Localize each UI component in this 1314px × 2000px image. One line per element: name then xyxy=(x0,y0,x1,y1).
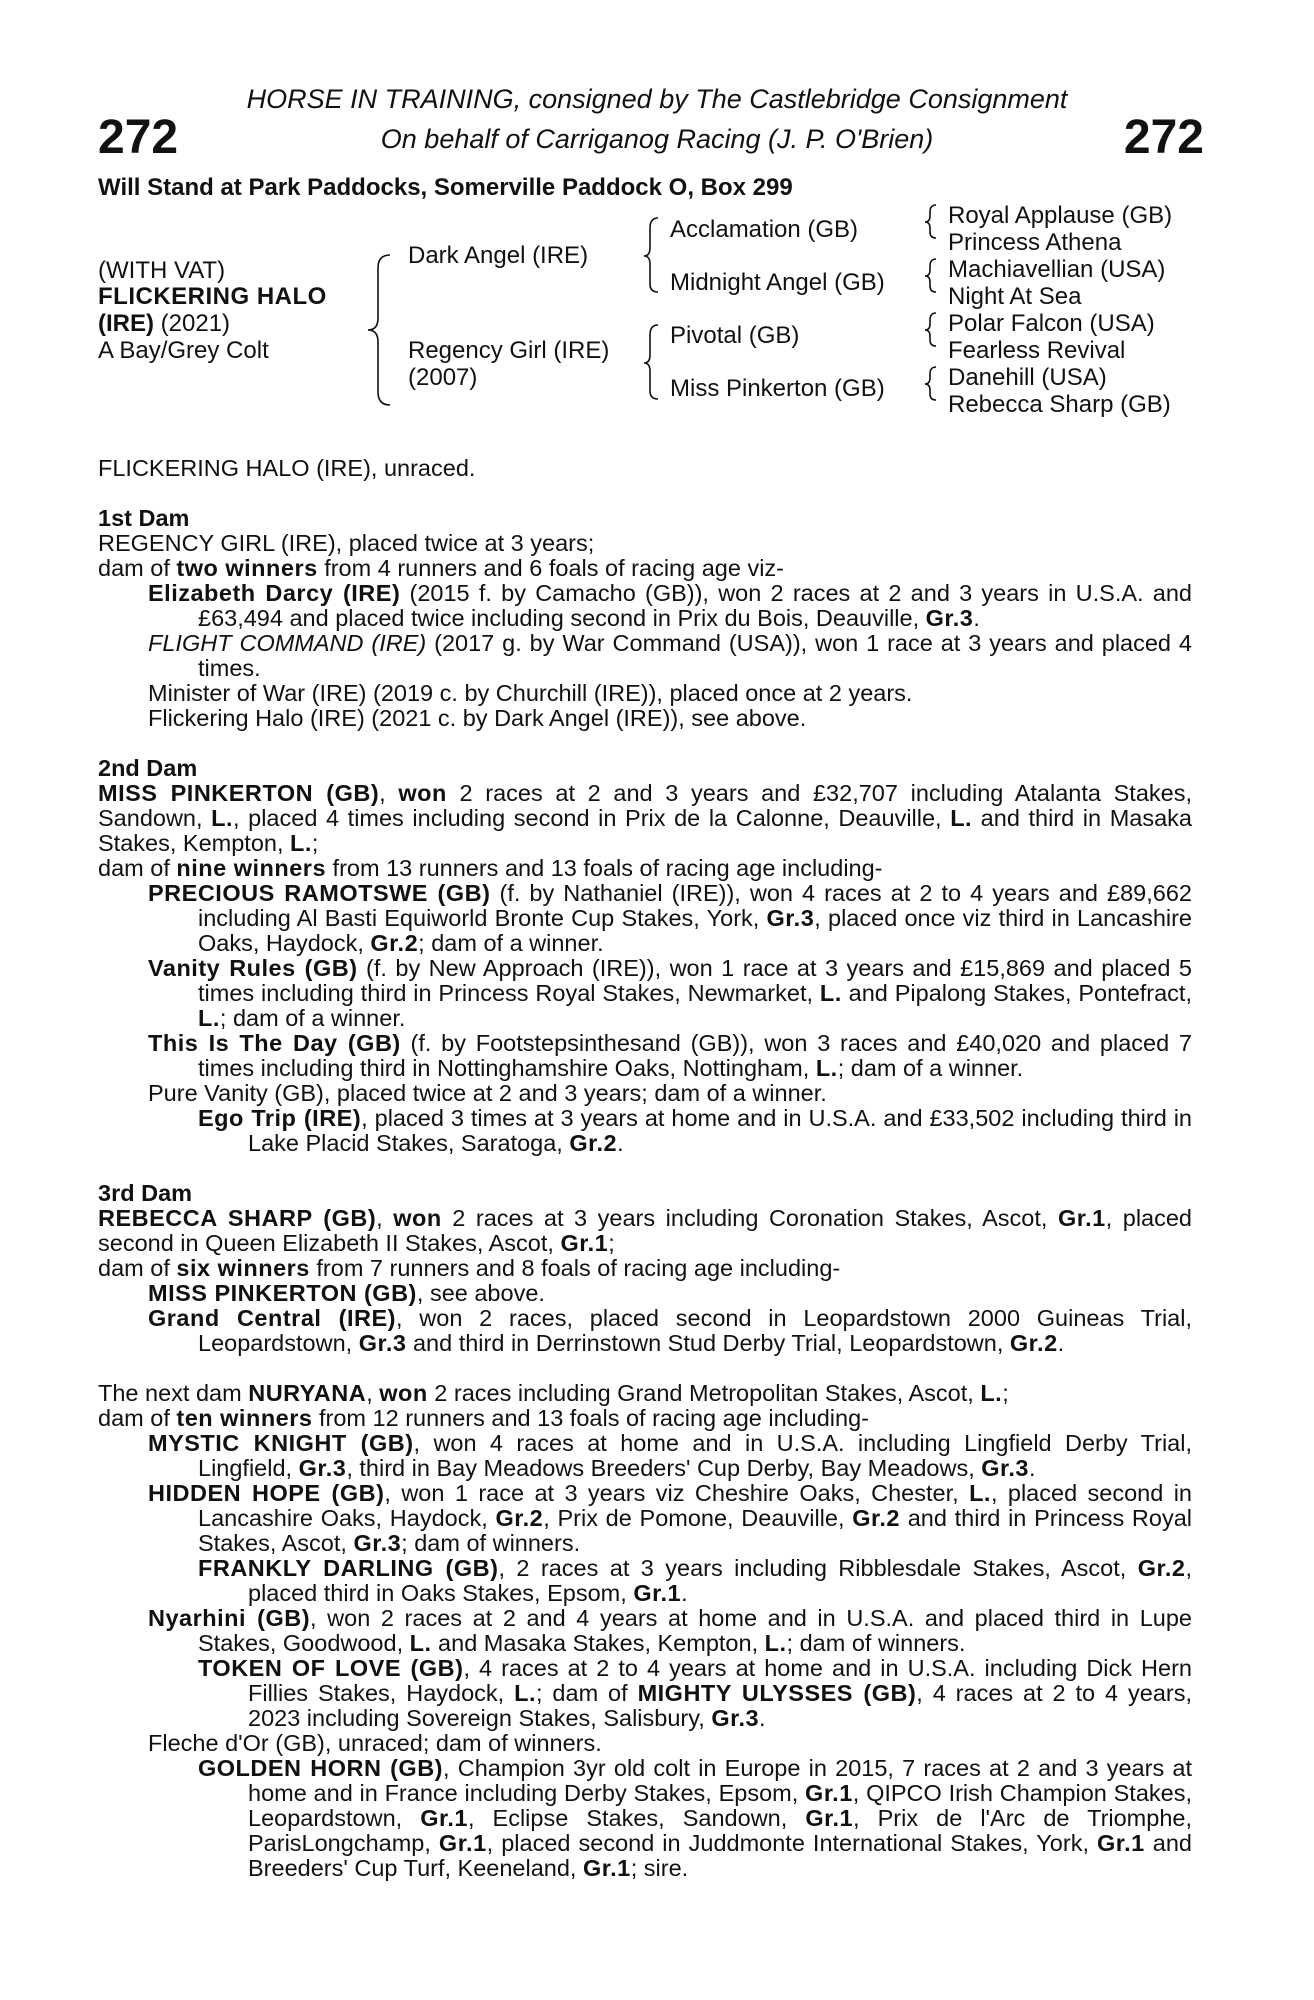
text-run: , won 1 race at 3 years viz Cheshire Oaks, Chester, xyxy=(384,1480,970,1506)
text-run: , Prix de Pomone, Deauville, xyxy=(543,1505,853,1531)
horse-country: (IRE) xyxy=(98,310,154,337)
text-run: 2 races including Grand Metropolitan Stakes, Ascot, xyxy=(427,1380,981,1406)
text-run: , placed 4 times including second in Prix de la Calonne, Deauville, xyxy=(233,805,951,831)
text-run: , won 2 races, placed second in Leopardstown 2000 Guineas Trial, Leopardstown, xyxy=(198,1305,1192,1356)
pedigree-gen4-4: Night At Sea xyxy=(948,283,1082,310)
text-run: and third in Princess Royal Stakes, Ascot, xyxy=(198,1505,1192,1556)
pedigree-gen3-3: Pivotal (GB) xyxy=(670,322,800,349)
pedigree-dam: Regency Girl (IRE) xyxy=(408,337,610,364)
behalf-line: On behalf of Carriganog Racing (J. P. O'Brien) xyxy=(380,124,934,154)
stand-line: Will Stand at Park Paddocks, Somerville Paddock O, Box 299 xyxy=(98,174,793,201)
text-run: . xyxy=(973,605,980,631)
bold-run: This Is The Day (GB) xyxy=(148,1030,401,1056)
text-run: dam of xyxy=(98,1405,177,1431)
text-run: and Breeders' Cup Turf, Keeneland, xyxy=(248,1830,1192,1881)
text-run: Minister of War (IRE) (2019 c. by Churchill (IRE)), placed once at 2 years. xyxy=(148,680,913,706)
brace-gen3-top xyxy=(644,218,658,292)
pedigree-paragraph xyxy=(98,681,1192,706)
text-run: , placed 3 times at 3 years at home and in U.S.A. and £33,502 including third in Lake Placid Stakes, Saratoga, xyxy=(248,1105,1192,1156)
text-run: ; dam of winners. xyxy=(786,1630,966,1656)
text-run: (f. by New Approach (IRE)), won 1 race at 3 years and £15,869 and placed 5 times including third in Princess Royal Stakes, Newmarket, xyxy=(198,955,1192,1006)
bold-run: Gr.3 xyxy=(711,1705,760,1731)
pedigree-paragraph xyxy=(98,781,1192,856)
pedigree-paragraph xyxy=(98,1256,1192,1281)
bold-run: Gr.2 xyxy=(495,1505,544,1531)
text-run: (f. by Footstepsinthesand (GB)), won 3 races and £40,020 and placed 7 times including third in Nottinghamshire Oaks, Nottingham, xyxy=(198,1030,1192,1081)
text-run: from 7 runners and 8 foals of racing age including- xyxy=(309,1255,841,1281)
pedigree-paragraph xyxy=(98,706,1192,731)
pedigree-gen4-1: Royal Applause (GB) xyxy=(948,202,1173,229)
text-run: . xyxy=(617,1130,624,1156)
bold-run: HIDDEN HOPE (GB) xyxy=(148,1480,385,1506)
text-run: ; sire. xyxy=(630,1855,689,1881)
bold-run: two winners xyxy=(176,555,318,581)
bold-run: TOKEN OF LOVE (GB) xyxy=(198,1655,464,1681)
section-heading xyxy=(98,506,1192,531)
bold-run: L. xyxy=(514,1680,536,1706)
bold-run: PRECIOUS RAMOTSWE (GB) xyxy=(148,880,491,906)
bold-run: Ego Trip (IRE) xyxy=(198,1105,362,1131)
bold-run: L. xyxy=(969,1480,991,1506)
pedigree-paragraph xyxy=(98,1381,1192,1406)
text-run: ; xyxy=(1002,1380,1009,1406)
text-run: , won 2 races at 2 and 4 years at home and in U.S.A. and placed third in Lupe Stakes, Goodwood, xyxy=(198,1605,1192,1656)
text-run: , 2 races at 3 years including Ribblesdale Stakes, Ascot, xyxy=(498,1555,1138,1581)
text-run: 2 races at 2 and 3 years and £32,707 including Atalanta Stakes, Sandown, xyxy=(98,780,1192,831)
bold-run: L. xyxy=(815,1055,838,1081)
pedigree-gen3-2: Midnight Angel (GB) xyxy=(670,269,885,296)
text-run: , placed third in Oaks Stakes, Epsom, xyxy=(248,1555,1192,1606)
text-run: , 4 races at 2 to 4 years, 2023 including Sovereign Stakes, Salisbury, xyxy=(248,1680,1192,1731)
pedigree-paragraph xyxy=(98,631,1192,681)
text-run: (2015 f. by Camacho (GB)), won 2 races at 2 and 3 years in U.S.A. and £63,494 and placed twice including second in Prix du Bois, Deauville, xyxy=(198,580,1192,631)
bold-run: L. xyxy=(290,830,312,856)
text-run: , xyxy=(379,780,399,806)
brace-gen4-2 xyxy=(925,259,936,292)
text-run: ; dam of xyxy=(536,1680,638,1706)
bold-run: ten winners xyxy=(176,1405,313,1431)
bold-run: Gr.3 xyxy=(358,1330,407,1356)
text-run: from 12 runners and 13 foals of racing age including- xyxy=(312,1405,869,1431)
pedigree-paragraph xyxy=(98,956,1192,1031)
text-run: ; dam of winners. xyxy=(401,1530,581,1556)
pedigree-gen3-4: Miss Pinkerton (GB) xyxy=(670,375,885,402)
text-run: . xyxy=(681,1580,688,1606)
horse-name: FLICKERING HALO xyxy=(98,283,327,310)
horse-year: (2021) xyxy=(154,310,231,337)
vat-label: (WITH VAT) xyxy=(98,257,226,284)
lot-number-right: 272 xyxy=(1123,111,1204,164)
bold-run: NURYANA xyxy=(248,1380,367,1406)
text-run: from 4 runners and 6 foals of racing age viz- xyxy=(317,555,784,581)
text-run: ; dam of a winner. xyxy=(219,1005,406,1031)
pedigree-paragraph xyxy=(98,1406,1192,1431)
text-run: , placed second in Lancashire Oaks, Haydock, xyxy=(198,1480,1193,1531)
pedigree-gen4-3: Machiavellian (USA) xyxy=(948,256,1166,283)
pedigree-paragraph xyxy=(98,1031,1192,1081)
text-run: dam of xyxy=(98,555,177,581)
text-run: ; xyxy=(311,830,319,856)
brace-gen4-1 xyxy=(925,205,936,238)
text-run: 2nd Dam xyxy=(98,755,198,781)
pedigree-sire: Dark Angel (IRE) xyxy=(408,242,589,269)
consignment-line: HORSE IN TRAINING, consigned by The Castlebridge Consignment xyxy=(246,84,1068,114)
pedigree-paragraph xyxy=(98,856,1192,881)
bold-run: Elizabeth Darcy (IRE) xyxy=(148,580,401,606)
pedigree-paragraph xyxy=(98,1431,1192,1481)
text-run: Pure Vanity (GB), placed twice at 2 and 3 years; dam of a winner. xyxy=(148,1080,827,1106)
text-run: and third in Derrinstown Stud Derby Trial, Leopardstown, xyxy=(406,1330,1010,1356)
bold-run: L. xyxy=(198,1005,220,1031)
bold-run: MISS PINKERTON (GB) xyxy=(148,1280,417,1306)
bold-run: FRANKLY DARLING (GB) xyxy=(198,1555,499,1581)
pedigree-dam-year: (2007) xyxy=(408,364,478,391)
text-run: (2017 g. by War Command (USA)), won 1 race at 3 years and placed 4 times. xyxy=(198,630,1192,681)
text-run: , Eclipse Stakes, Sandown, xyxy=(467,1805,806,1831)
pedigree-paragraph xyxy=(98,1281,1192,1306)
pedigree-gen4-7: Danehill (USA) xyxy=(948,364,1107,391)
text-run: Fleche d'Or (GB), unraced; dam of winners. xyxy=(148,1730,602,1756)
text-run: , won 4 races at home and in U.S.A. including Lingfield Derby Trial, Lingfield, xyxy=(198,1430,1192,1481)
section-heading xyxy=(98,1181,1192,1206)
pedigree-gen4-2: Princess Athena xyxy=(948,229,1122,256)
pedigree-paragraph xyxy=(98,581,1192,631)
text-run: ; dam of a winner. xyxy=(418,930,604,956)
text-run: , Champion 3yr old colt in Europe in 2015, 7 races at 2 and 3 years at home and in France including Derby Stakes, Epsom, xyxy=(248,1755,1192,1806)
bold-run: Gr.1 xyxy=(1057,1205,1106,1231)
text-run: 1st Dam xyxy=(98,505,190,531)
pedigree-paragraph xyxy=(98,1081,1192,1106)
text-run: , xyxy=(366,1380,380,1406)
bold-run: L. xyxy=(980,1380,1003,1406)
text-run: REGENCY GIRL (IRE), placed twice at 3 years; xyxy=(98,530,595,556)
brace-gen3-bottom xyxy=(644,325,658,399)
bold-run: Gr.1 xyxy=(438,1830,487,1856)
pedigree-braces xyxy=(0,0,1314,460)
text-run: , placed once viz third in Lancashire Oaks, Haydock, xyxy=(198,905,1192,956)
bold-run: Gr.1 xyxy=(1097,1830,1145,1856)
brace-gen2 xyxy=(368,255,390,405)
text-run: , see above. xyxy=(416,1280,545,1306)
pedigree-paragraph xyxy=(98,556,1192,581)
bold-run: Gr.1 xyxy=(583,1855,631,1881)
text-run: and Pipalong Stakes, Pontefract, xyxy=(841,980,1192,1006)
bold-run: Gr.1 xyxy=(560,1230,609,1256)
bold-run: L. xyxy=(764,1630,787,1656)
bold-run: Gr.3 xyxy=(353,1530,402,1556)
brace-gen4-4 xyxy=(925,367,936,400)
bold-run: Gr.1 xyxy=(805,1805,854,1831)
catalogue-body xyxy=(98,456,1192,1881)
italic-run: FLIGHT COMMAND (IRE) xyxy=(148,630,427,656)
bold-run: Grand Central (IRE) xyxy=(148,1305,397,1331)
bold-run: won xyxy=(393,1205,442,1231)
text-run: (f. by Nathaniel (IRE)), won 4 races at 2 to 4 years and £89,662 including Al Basti Equiworld Bronte Cup Stakes, York, xyxy=(198,880,1192,931)
text-run: , third in Bay Meadows Breeders' Cup Derby, Bay Meadows, xyxy=(346,1455,982,1481)
pedigree-paragraph xyxy=(98,1106,1192,1156)
text-run: Flickering Halo (IRE) (2021 c. by Dark Angel (IRE)), see above. xyxy=(148,705,807,731)
bold-run: won xyxy=(398,780,447,806)
bold-run: L. xyxy=(819,980,842,1006)
text-run: ; xyxy=(608,1230,615,1256)
text-run: . xyxy=(1029,1455,1036,1481)
text-run: . xyxy=(1057,1330,1065,1356)
pedigree-gen3-1: Acclamation (GB) xyxy=(670,216,859,243)
bold-run: REBECCA SHARP (GB) xyxy=(98,1205,377,1231)
bold-run: L. xyxy=(211,805,234,831)
bold-run: Gr.1 xyxy=(805,1780,853,1806)
text-run: , xyxy=(376,1205,394,1231)
bold-run: MIGHTY ULYSSES (GB) xyxy=(637,1680,917,1706)
text-run: The next dam xyxy=(98,1380,249,1406)
bold-run: won xyxy=(379,1380,428,1406)
horse-description: A Bay/Grey Colt xyxy=(98,337,269,364)
pedigree-paragraph xyxy=(98,531,1192,556)
bold-run: L. xyxy=(950,805,973,831)
bold-run: Gr.2 xyxy=(1009,1330,1058,1356)
text-run: 2 races at 3 years including Coronation Stakes, Ascot, xyxy=(441,1205,1058,1231)
text-run: ; dam of a winner. xyxy=(837,1055,1024,1081)
pedigree-gen4-5: Polar Falcon (USA) xyxy=(948,310,1155,337)
pedigree-paragraph xyxy=(98,1556,1192,1606)
bold-run: L. xyxy=(409,1630,432,1656)
bold-run: Nyarhini (GB) xyxy=(148,1605,311,1631)
bold-run: MYSTIC KNIGHT (GB) xyxy=(148,1430,414,1456)
text-run: from 13 runners and 13 foals of racing age including- xyxy=(326,855,883,881)
bold-run: MISS PINKERTON (GB) xyxy=(98,780,380,806)
bold-run: Gr.3 xyxy=(925,605,974,631)
bold-run: GOLDEN HORN (GB) xyxy=(198,1755,444,1781)
bold-run: Vanity Rules (GB) xyxy=(148,955,358,981)
pedigree-paragraph xyxy=(98,1656,1192,1731)
bold-run: Gr.1 xyxy=(420,1805,468,1831)
pedigree-paragraph xyxy=(98,456,1192,481)
pedigree-paragraph xyxy=(98,1206,1192,1256)
text-run: dam of xyxy=(98,1255,177,1281)
pedigree-paragraph xyxy=(98,1306,1192,1356)
bold-run: Gr.2 xyxy=(852,1505,900,1531)
bold-run: Gr.3 xyxy=(981,1455,1029,1481)
pedigree-paragraph xyxy=(98,881,1192,956)
pedigree-gen4-8: Rebecca Sharp (GB) xyxy=(948,391,1171,418)
pedigree-paragraph xyxy=(98,1481,1192,1556)
text-run: , QIPCO Irish Champion Stakes, Leopardstown, xyxy=(248,1780,1192,1831)
bold-run: nine winners xyxy=(176,855,327,881)
paragraph-gap xyxy=(98,1356,1192,1381)
text-run: , Prix de l'Arc de Triomphe, ParisLongchamp, xyxy=(248,1805,1192,1856)
text-run: and third in Masaka Stakes, Kempton, xyxy=(98,805,1192,856)
pedigree-gen4-6: Fearless Revival xyxy=(948,337,1126,364)
brace-gen4-3 xyxy=(925,313,936,346)
text-run: . xyxy=(759,1705,766,1731)
pedigree-paragraph xyxy=(98,1606,1192,1656)
section-heading xyxy=(98,756,1192,781)
bold-run: Gr.2 xyxy=(1137,1555,1186,1581)
pedigree-paragraph xyxy=(98,1731,1192,1756)
bold-run: Gr.3 xyxy=(298,1455,347,1481)
bold-run: six winners xyxy=(176,1255,310,1281)
text-run: dam of xyxy=(98,855,177,881)
bold-run: Gr.2 xyxy=(569,1130,618,1156)
bold-run: Gr.1 xyxy=(633,1580,682,1606)
text-run: , placed second in Juddmonte International Stakes, York, xyxy=(486,1830,1098,1856)
text-run: and Masaka Stakes, Kempton, xyxy=(431,1630,765,1656)
text-run: 3rd Dam xyxy=(98,1180,193,1206)
bold-run: Gr.3 xyxy=(766,905,815,931)
lot-number-left: 272 xyxy=(98,111,179,164)
bold-run: Gr.2 xyxy=(370,930,419,956)
text-run: FLICKERING HALO (IRE), unraced. xyxy=(98,455,476,481)
pedigree-paragraph xyxy=(98,1756,1192,1881)
text-run: , placed second in Queen Elizabeth II Stakes, Ascot, xyxy=(98,1205,1192,1256)
text-run: , 4 races at 2 to 4 years at home and in U.S.A. including Dick Hern Fillies Stakes, Haydock, xyxy=(248,1655,1192,1706)
